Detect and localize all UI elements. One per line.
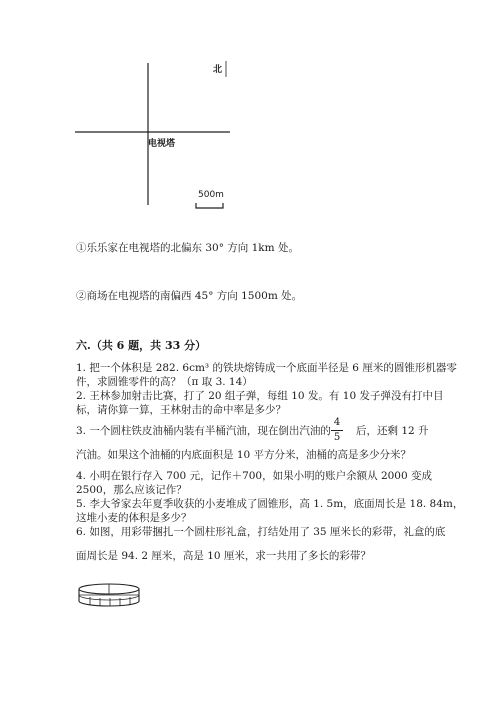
direction-map bbox=[70, 55, 250, 215]
q6-line1: 6. 如图，用彩带捆扎一个圆柱形礼盒，打结处用了 35 厘米长的彩带，礼盒的底 bbox=[76, 526, 446, 538]
q1-line1: 1. 把一个体积是 282. 6cm³ 的铁块熔铸成一个底面半径是 6 厘米的圆锥形机器零 bbox=[76, 362, 457, 374]
scale-bar bbox=[196, 203, 223, 208]
q3-fraction bbox=[331, 417, 343, 444]
q1-line2: 件，求圆锥零件的高？（π 取 3. 14） bbox=[76, 376, 253, 388]
q5-line2: 这堆小麦的体积是多少？ bbox=[76, 512, 192, 524]
q3-part2: 后，还剩 12 升 bbox=[356, 425, 429, 437]
statement-1: ①乐乐家在电视塔的北偏东 30° 方向 1km 处。 bbox=[76, 242, 299, 254]
q6-line2: 面周长是 94. 2 厘米，高是 10 厘米，求一共用了多长的彩带？ bbox=[76, 550, 371, 562]
north-label: 北 bbox=[213, 65, 223, 75]
q2-line1: 2. 王林参加射击比赛，打了 20 组子弹，每组 10 发。有 10 发子弹没有打中目 bbox=[76, 390, 444, 402]
q4-line2: 2500，那么应该记作？ bbox=[76, 484, 187, 496]
q3-line2: 汽油。如果这个油桶的内底面积是 10 平方分米，油桶的高是多少分米？ bbox=[76, 449, 412, 461]
fraction-numerator: 4 bbox=[333, 417, 341, 428]
gift-box-cylinder-image bbox=[76, 581, 142, 609]
q5-line1: 5. 李大爷家去年夏季收获的小麦堆成了圆锥形，高 1. 5m，底面周长是 18. 84m， bbox=[76, 498, 464, 510]
fraction-bar bbox=[331, 430, 343, 431]
tv-tower-label: 电视塔 bbox=[148, 139, 176, 149]
q2-line2: 标，请你算一算，王林射击的命中率是多少？ bbox=[76, 404, 286, 416]
fraction-denominator: 5 bbox=[333, 432, 341, 443]
q4-line1: 4. 小明在银行存入 700 元，记作＋700，如果小明的账户余额从 2000 变成 bbox=[76, 470, 433, 482]
q3-part1: 3. 一个圆柱铁皮油桶内装有半桶汽油，现在倒出汽油的 bbox=[76, 425, 331, 437]
section-title: 六.（共 6 题，共 33 分） bbox=[76, 339, 207, 352]
scale-label: 500m bbox=[198, 190, 224, 200]
statement-2: ②商场在电视塔的南偏西 45° 方向 1500m 处。 bbox=[76, 290, 303, 302]
